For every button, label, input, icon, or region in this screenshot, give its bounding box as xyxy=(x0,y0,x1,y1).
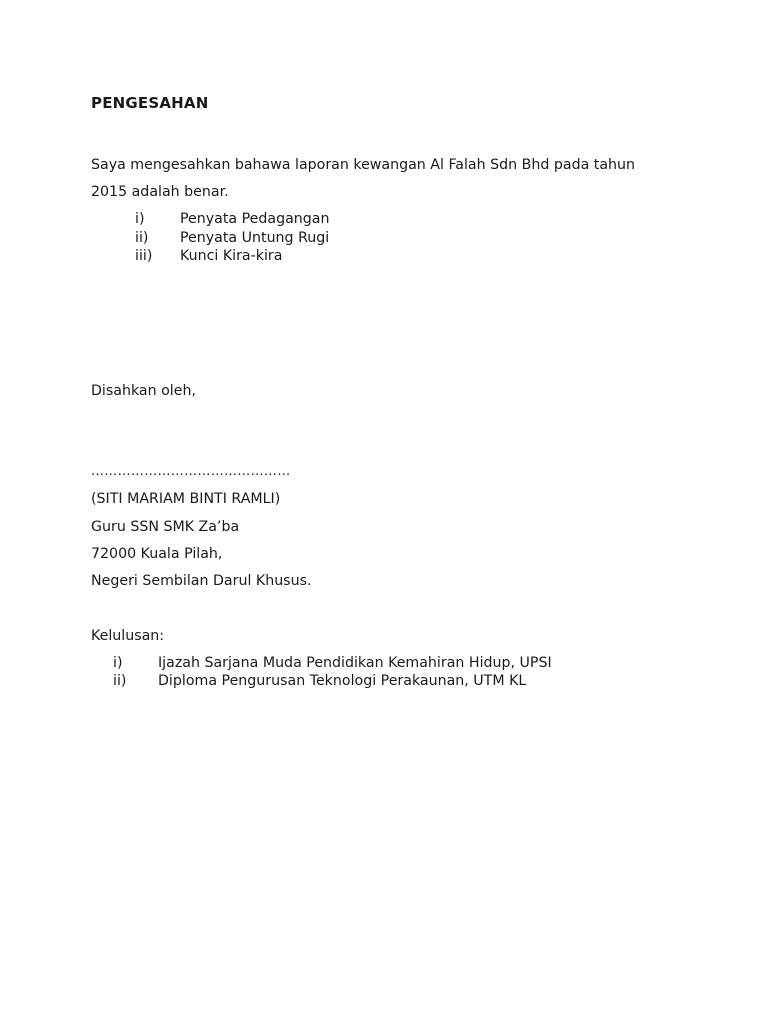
list-item-text: Ijazah Sarjana Muda Pendidikan Kemahiran Hidup, UPSI xyxy=(158,655,552,671)
statement-line-1: Saya mengesahkan bahawa laporan kewangan Al Falah Sdn Bhd pada tahun xyxy=(91,157,636,173)
list-item-text: Kunci Kira-kira xyxy=(180,248,283,264)
address-line-2: Negeri Sembilan Darul Khusus. xyxy=(91,573,312,589)
statement-line-2: 2015 adalah benar. xyxy=(91,184,229,200)
signatory-name: (SITI MARIAM BINTI RAMLI) xyxy=(91,491,281,507)
list-item-number: i) xyxy=(113,655,123,671)
document-title: PENGESAHAN xyxy=(91,94,209,112)
list-item-number: iii) xyxy=(135,248,153,264)
list-item-number: ii) xyxy=(113,673,127,689)
qualifications-label: Kelulusan: xyxy=(91,628,165,644)
list-item-text: Diploma Pengurusan Teknologi Perakaunan, UTM KL xyxy=(158,673,527,689)
list-item-text: Penyata Untung Rugi xyxy=(180,230,330,246)
list-item-number: i) xyxy=(135,211,145,227)
list-item-number: ii) xyxy=(135,230,149,246)
address-line-1: 72000 Kuala Pilah, xyxy=(91,546,223,562)
verified-by-label: Disahkan oleh, xyxy=(91,383,196,399)
signature-line: ……………………………………… xyxy=(91,464,291,479)
list-item-text: Penyata Pedagangan xyxy=(180,211,330,227)
signatory-position: Guru SSN SMK Za’ba xyxy=(91,519,240,535)
